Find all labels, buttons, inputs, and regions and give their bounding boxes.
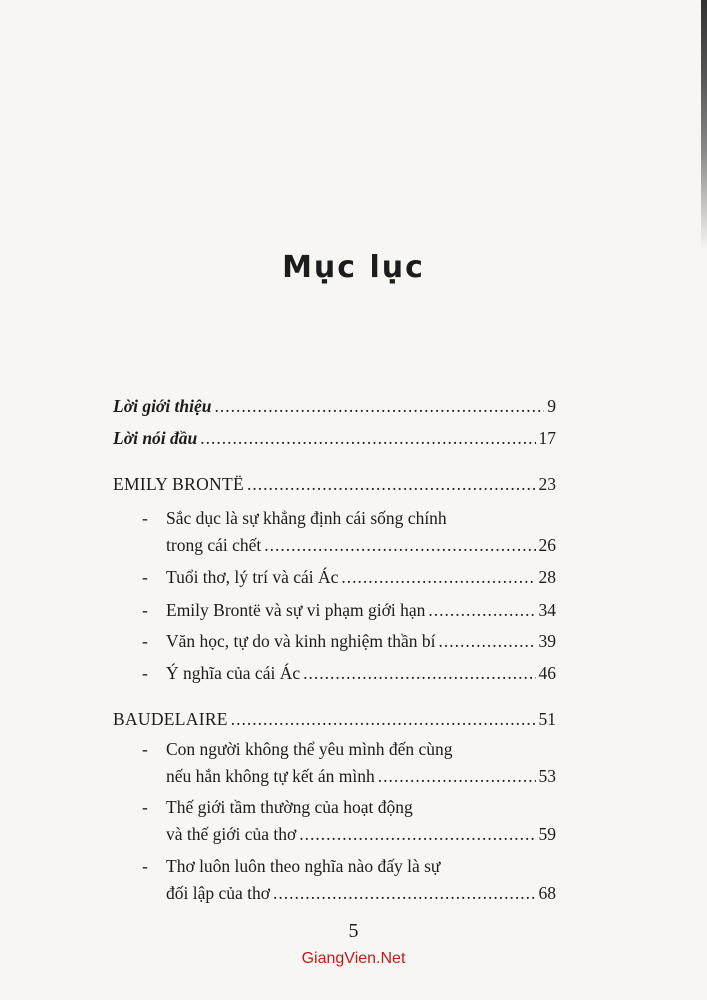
- dot-leader: [273, 882, 535, 904]
- dot-leader: [264, 534, 535, 556]
- list-dash: -: [142, 663, 148, 683]
- toc-entry-page: 51: [538, 709, 556, 729]
- toc-subentry-first-line[interactable]: [142, 796, 413, 818]
- list-dash: -: [142, 567, 148, 587]
- dot-leader: [428, 599, 535, 621]
- toc-entry-label: trong cái chết: [166, 535, 262, 555]
- page-title: Mục lục: [282, 250, 425, 285]
- list-dash: -: [142, 631, 148, 651]
- list-dash: -: [142, 508, 148, 528]
- toc-entry-label: đối lập của thơ: [166, 883, 271, 903]
- toc-entry-label-line1: Thế giới tầm thường của hoạt động: [166, 797, 413, 817]
- toc-entry-label: Lời giới thiệu: [113, 396, 212, 416]
- dot-leader: [247, 473, 536, 495]
- toc-entry-label: EMILY BRONTË: [113, 474, 244, 494]
- dot-leader: [200, 427, 535, 449]
- toc-entry-label-line1: Con người không thể yêu mình đến cùng: [166, 739, 453, 759]
- toc-entry-label: BAUDELAIRE: [113, 709, 228, 729]
- toc-subentry-first-line[interactable]: [142, 507, 447, 529]
- dot-leader: [303, 662, 535, 684]
- toc-entry-label: Emily Brontë và sự vi phạm giới hạn: [166, 600, 426, 620]
- list-dash: -: [142, 797, 148, 817]
- toc-entry-label: Tuổi thơ, lý trí và cái Ác: [166, 567, 339, 587]
- toc-entry-label: và thế giới của thơ: [166, 824, 297, 844]
- toc-entry[interactable]: [113, 427, 556, 449]
- dot-leader: [341, 566, 535, 588]
- toc-subentry-first-line[interactable]: [142, 738, 453, 760]
- dot-leader: [299, 823, 535, 845]
- toc-entry-label-line1: Thơ luôn luôn theo nghĩa nào đấy là sự: [166, 856, 441, 876]
- toc-subentry[interactable]: [166, 765, 556, 787]
- toc-subentry[interactable]: [142, 662, 556, 684]
- toc-entry-page: 9: [547, 396, 556, 416]
- list-dash: -: [142, 856, 148, 876]
- toc-entry-page: 26: [538, 535, 556, 555]
- toc-subentry[interactable]: [166, 534, 556, 556]
- page-number: 5: [348, 920, 359, 942]
- toc-subentry[interactable]: [166, 823, 556, 845]
- toc-entry-page: 17: [538, 428, 556, 448]
- toc-subentry-first-line[interactable]: [142, 855, 441, 877]
- dot-leader: [215, 395, 545, 417]
- toc-entry-label: nếu hắn không tự kết án mình: [166, 766, 375, 786]
- toc-entry-page: 23: [538, 474, 556, 494]
- toc-entry[interactable]: [113, 395, 556, 417]
- toc-subentry[interactable]: [142, 599, 556, 621]
- toc-entry-label: Lời nói đầu: [113, 428, 198, 448]
- dot-leader: [231, 708, 536, 730]
- toc-section-heading[interactable]: [113, 708, 556, 730]
- toc-entry-page: 46: [538, 663, 556, 683]
- scan-edge-shadow: [701, 0, 707, 250]
- list-dash: -: [142, 739, 148, 759]
- toc-subentry[interactable]: [142, 566, 556, 588]
- toc-entry-page: 34: [538, 600, 556, 620]
- watermark-text[interactable]: GiangVien.Net: [301, 950, 406, 967]
- list-dash: -: [142, 600, 148, 620]
- toc-entry-label: Văn học, tự do và kinh nghiệm thần bí: [166, 631, 436, 651]
- toc-subentry[interactable]: [142, 630, 556, 652]
- toc-entry-label: Ý nghĩa của cái Ác: [166, 663, 301, 683]
- toc-entry-page: 68: [538, 883, 556, 903]
- toc-entry-page: 28: [538, 567, 556, 587]
- toc-entry-page: 53: [538, 766, 556, 786]
- toc-entry-page: 39: [538, 631, 556, 651]
- toc-section-heading[interactable]: [113, 473, 556, 495]
- toc-subentry[interactable]: [166, 882, 556, 904]
- toc-entry-label-line1: Sắc dục là sự khẳng định cái sống chính: [166, 508, 447, 528]
- dot-leader: [439, 630, 536, 652]
- toc-entry-page: 59: [538, 824, 556, 844]
- dot-leader: [378, 765, 536, 787]
